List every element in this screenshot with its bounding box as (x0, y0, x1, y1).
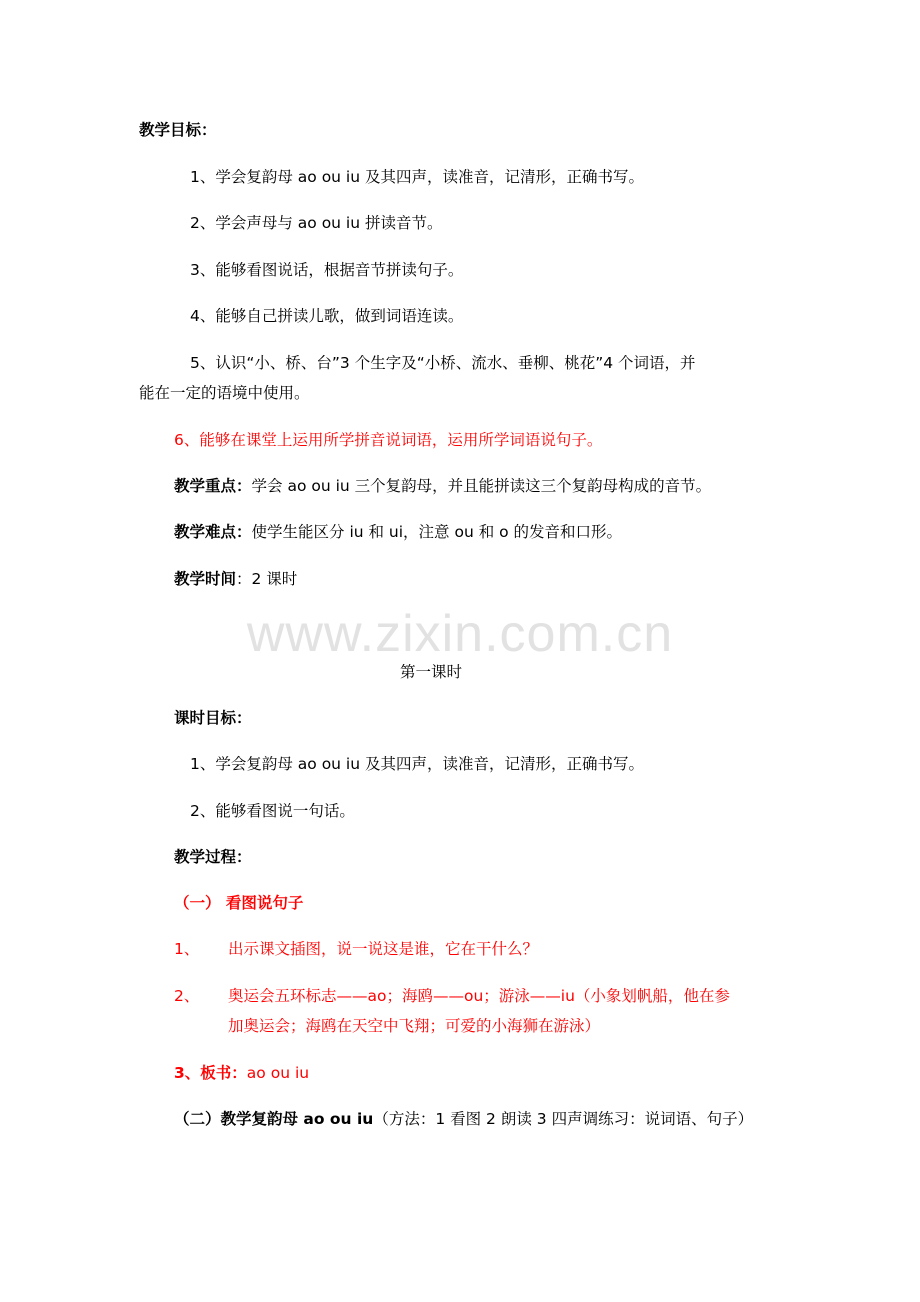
difficulty-text: 使学生能区分 iu 和 ui，注意 ou 和 o 的发音和口形。 (251, 523, 623, 541)
duration (174, 567, 297, 591)
objective-item-continuation: 能在一定的语境中使用。 (139, 384, 310, 402)
objective-item: 2、学会声母与 ao ou iu 拼读音节。 (190, 214, 443, 232)
board-text: ao ou iu (246, 1064, 310, 1082)
step-number: 1、 (174, 940, 200, 958)
lesson-goal-item: 2、能够看图说一句话。 (190, 802, 355, 820)
board-writing (174, 1061, 309, 1085)
objectives-heading: 教学目标： (139, 121, 217, 139)
section-2-text: （方法：1 看图 2 朗读 3 四声调练习：说词语、句子） (373, 1110, 754, 1128)
step-number: 2、 (174, 987, 200, 1005)
difficulty-label: 教学难点： (174, 523, 252, 541)
step-text: 奥运会五环标志——ao；海鸥——ou；游泳——iu（小象划帆船，他在参 (228, 987, 730, 1005)
process-heading: 教学过程： (174, 848, 252, 866)
objective-item-highlight: 6、能够在课堂上运用所学拼音说词语，运用所学词语说句子。 (174, 431, 603, 449)
watermark: www.zixin.com.cn (246, 605, 674, 663)
objective-item: 3、能够看图说话，根据音节拼读句子。 (190, 261, 464, 279)
section-2-label: （二）教学复韵母 ao ou iu (174, 1110, 374, 1128)
section-2 (174, 1107, 753, 1131)
lesson-goal-item: 1、学会复韵母 ao ou iu 及其四声，读准音，记清形，正确书写。 (190, 755, 644, 773)
duration-text: ：2 课时 (236, 570, 298, 588)
difficulty (174, 520, 622, 544)
step-text-continuation: 加奥运会；海鸥在天空中飞翔；可爱的小海狮在游泳） (228, 1017, 601, 1035)
objective-item: 5、认识“小、桥、台”3 个生字及“小桥、流水、垂柳、桃花”4 个词语，并 (190, 354, 696, 372)
key-point (174, 474, 711, 498)
section-heading: （一） 看图说句子 (174, 894, 304, 912)
duration-label: 教学时间 (174, 570, 237, 588)
step-text: 出示课文插图，说一说这是谁，它在干什么？ (228, 940, 539, 958)
lesson-goals-heading: 课时目标： (174, 709, 252, 727)
lesson-title: 第一课时 (400, 663, 463, 681)
key-point-text: 学会 ao ou iu 三个复韵母，并且能拼读这三个复韵母构成的音节。 (251, 477, 712, 495)
objective-item: 4、能够自己拼读儿歌，做到词语连读。 (190, 307, 464, 325)
objective-item: 1、学会复韵母 ao ou iu 及其四声，读准音，记清形，正确书写。 (190, 168, 644, 186)
board-label: 3、板书： (174, 1064, 247, 1082)
key-point-label: 教学重点： (174, 477, 252, 495)
